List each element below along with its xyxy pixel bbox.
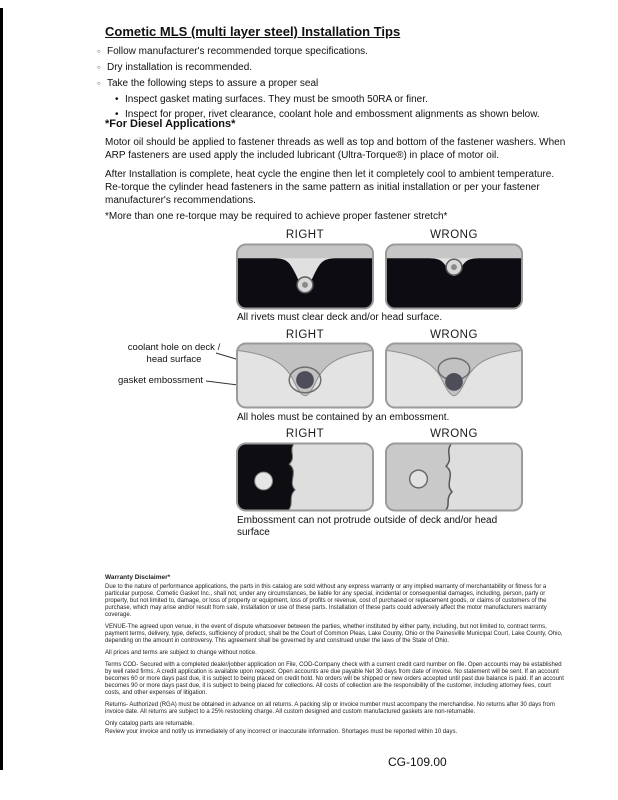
embossment-right-image [236,342,374,409]
protrusion-wrong-diagram [385,442,523,512]
diesel-paragraph-2: After Installation is complete, heat cycle the engine then let it completely cool to ambient temperature. Re-torque the cylinder head fasteners in the same pattern as initial installation or per your fastener manufacturer's recommendations. [105,169,555,206]
list-item-text: Take the following steps to assure a proper seal [107,78,319,89]
list-item [97,46,577,59]
disclaimer-paragraph: Review your invoice and notify us immediately of any incorrect or inaccurate information. Shortages must be reported within 10 days. [105,729,458,735]
right-label-row3: RIGHT [285,428,325,440]
rivet-right-image [236,243,374,310]
gasket-embossment-annotation: gasket embossment [118,375,204,386]
rivet-wrong-image [385,243,523,310]
embossment-wrong-image [385,342,523,409]
disclaimer-paragraph: Terms COD- Secured with a completed dealer/jobber application on File, COD-Company check with a current credit card number on file. Open accounts may be established by well rated firms. A credit application is available upon request. Open accounts are due payable Net 30 days from date of invoice. No statement will be sent. If an account becomes 60 or more days past due, it is subject to being placed on credit hold. No orders will be shipped or new orders accepted until past due balance is paid. If an account becomes 90 or more days past due, it is subject to being placed for collections. All costs of collection are the responsibility of the customer, including attorney fees, court costs, and other expenses of litigation. [105,662,564,696]
disclaimer-paragraph: Only catalog parts are returnable. [105,721,195,727]
rivet-wrong-diagram [385,243,523,310]
rivet-caption: All rivets must clear deck and/or head surface. [237,312,443,323]
page-title: Cometic MLS (multi layer steel) Installation Tips [105,24,401,39]
diesel-paragraph-1: Motor oil should be applied to fastener threads as well as top and bottom of the fastener washers. When ARP fasteners are used apply the included lubricant (Ultra-Torque®) in place of motor oil. [105,137,566,161]
protrusion-wrong-image [385,442,523,512]
disclaimer-paragraph: All prices and terms are subject to change without notice. [105,650,257,656]
wrong-label-row1: WRONG [430,229,478,241]
protrusion-right-diagram [236,442,374,512]
rivet-right-diagram [236,243,374,310]
list-item-text: Inspect gasket mating surfaces. They must be smooth 50RA or finer. [125,94,428,105]
page-code: CG-109.00 [388,755,447,769]
protrusion-caption: Embossment can not protrude outside of deck and/or head surface [237,515,498,538]
list-item [97,62,577,75]
right-label-row2: RIGHT [285,329,325,341]
bullet-icon [97,46,107,59]
wrong-label-row2: WRONG [430,329,478,341]
list-item-text: Dry installation is recommended. [107,62,253,73]
list-item [115,94,577,106]
bullet-icon [97,62,107,75]
holes-caption: All holes must be contained by an embossment. [237,412,450,423]
disclaimer-paragraph: Returns- Authorized (RGA) must be obtained in advance on all returns. A packing slip or invoice number must accompany the merchandise. No returns after 30 days from invoice date. All returns are subject to a 25% restocking charge. All custom designed and custom manufactured gaskets are non-returnable. [105,702,555,715]
right-label-row1: RIGHT [285,229,325,241]
warranty-disclaimer [105,574,567,741]
wrong-label-row3: WRONG [430,428,478,440]
list-item [97,78,577,91]
embossment-wrong-diagram [385,342,523,409]
installation-tips-list [97,46,577,124]
warranty-disclaimer-heading: Warranty Disclaimer* [105,574,171,581]
retorque-note: *More than one re-torque may be required to achieve proper fastener stretch* [105,211,448,222]
coolant-hole-annotation: coolant hole on deck / head surface [127,342,221,365]
bullet-icon [115,94,125,106]
protrusion-right-image [236,442,374,512]
diesel-applications-heading: *For Diesel Applications* [105,118,236,130]
page-left-border [0,8,3,770]
disclaimer-paragraph: Due to the nature of performance applications, the parts in this catalog are sold without any express warranty or any implied warranty of merchantability or fitness for a particular purpose. Cometic Gasket Inc., shall not, under any circumstances, be liable for any special, incidental or consequential damages, including, person, party or property, but not limited to, damage, or loss of property or equipment, loss of profits or revenue, cost of purchased or replacement goods, or claims of customers of the purchase, which may arise and/or result from sale, installation or use of these parts. Installation of these parts could adversely affect the motor manufacturers warranty coverage. [105,584,547,618]
embossment-right-diagram [236,342,374,409]
list-item-text: Follow manufacturer's recommended torque specifications. [107,46,368,57]
bullet-icon [97,78,107,91]
disclaimer-paragraph: VENUE-The agreed upon venue, in the event of dispute whatsoever between the parties, whether instituted by either party, including, but not limited to, contract terms, payment terms, delivery, type, defects, sufficiency of product, shall be the Court of Common Pleas, Lake County, Ohio or the Painesville Municipal Court, Lake County, Ohio, depending on the amount in controversy. This agreement shall be governed by and construed under the laws of the State of Ohio. [105,624,563,644]
list-item-text: Inspect for proper, rivet clearance, coolant hole and embossment alignments as shown below. [125,109,540,120]
